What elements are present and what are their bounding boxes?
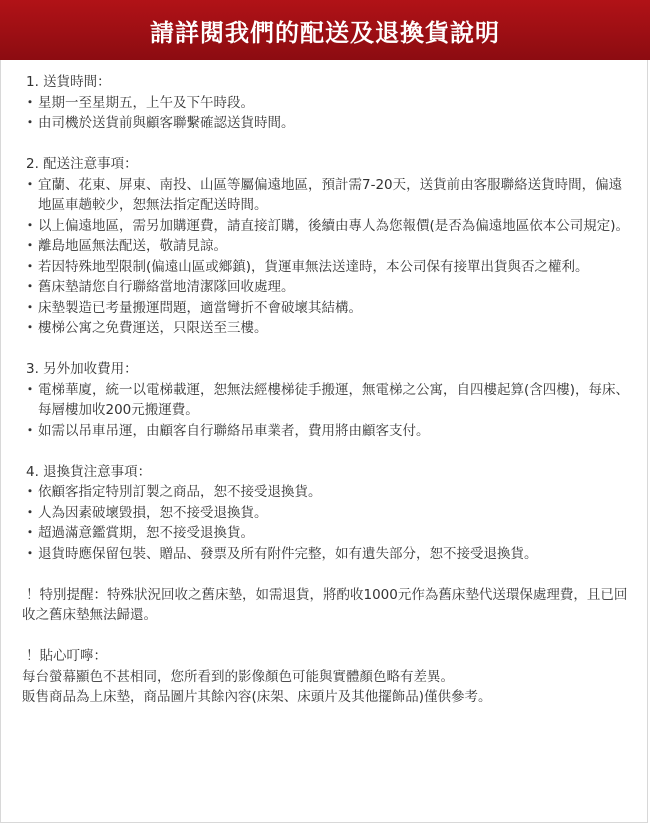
list-item	[22, 318, 630, 339]
section-returns	[22, 462, 630, 565]
bullet-icon: ・	[23, 484, 37, 500]
list-item	[22, 544, 630, 565]
header-banner	[0, 0, 650, 60]
bullet-icon: ・	[23, 504, 37, 521]
list-item	[22, 523, 630, 544]
list-item-text: 退貨時應保留包裝、贈品、發票及所有附件完整，如有遺失部分，恕不接受退換貨。	[38, 545, 538, 562]
list-item-text: 依顧客指定特別訂製之商品，恕不接受退換貨。	[38, 484, 322, 500]
list-item	[22, 236, 630, 257]
special-notice-title: ！特別提醒：	[26, 586, 107, 603]
section-delivery-notes	[22, 154, 630, 339]
bullet-icon: ・	[23, 258, 37, 275]
bullet-icon: ・	[23, 176, 37, 193]
bullet-icon: ・	[23, 545, 37, 562]
list-item	[22, 216, 630, 237]
list-item-text: 超過滿意鑑賞期，恕不接受退換貨。	[38, 525, 254, 541]
list-item-text: 舊床墊請您自行聯絡當地清潔隊回收處理。	[38, 279, 295, 295]
list-item	[22, 113, 630, 134]
bullet-icon: ・	[23, 238, 37, 254]
list-item	[22, 175, 630, 216]
list-item-text: 以上偏遠地區，需另加購運費，請直接訂購，後續由專人為您報價(是否為偏遠地區依本公司規定)。	[38, 217, 630, 234]
list-item	[22, 503, 630, 524]
policy-content	[22, 72, 630, 728]
bullet-icon: ・	[23, 217, 37, 234]
list-item	[22, 93, 630, 114]
bullet-icon: ・	[23, 320, 37, 336]
list-item-text: 離島地區無法配送，敬請見諒。	[38, 238, 227, 254]
tips-notice	[22, 646, 630, 708]
section-title: 4. 退換貨注意事項：	[26, 463, 152, 480]
bullet-icon: ・	[23, 94, 37, 111]
list-item-text: 如需以吊車吊運，由顧客自行聯絡吊車業者，費用將由顧客支付。	[38, 422, 430, 439]
list-item-text: 樓梯公寓之免費運送，只限送至三樓。	[38, 320, 268, 336]
section-title: 2. 配送注意事項：	[26, 156, 138, 172]
tips-line: 每台螢幕顯色不甚相同，您所看到的影像顏色可能與實體顏色略有差異。	[22, 668, 454, 685]
list-item	[22, 482, 630, 503]
special-notice-text: 特殊狀況回收之舊床墊，如需退貨，將酌收1000元作為舊床墊代送環保處理費，且已回收之舊床墊無法歸還。	[22, 586, 628, 623]
tips-line: 販售商品為上床墊，商品圖片其餘內容(床架、床頭片及其他擺飾品)僅供參考。	[22, 689, 492, 705]
tips-title: ！貼心叮嚀：	[26, 648, 107, 664]
list-item	[22, 380, 630, 421]
section-extra-fees	[22, 359, 630, 441]
bullet-icon: ・	[23, 381, 37, 398]
list-item	[22, 421, 630, 442]
list-item-text: 若因特殊地型限制(偏遠山區或鄉鎮)，貨運車無法送達時，本公司保有接單出貨與否之權利。	[38, 258, 589, 275]
list-item-text: 星期一至星期五，上午及下午時段。	[38, 94, 254, 111]
list-item	[22, 257, 630, 278]
section-title: 1. 送貨時間：	[26, 74, 111, 90]
bullet-icon: ・	[23, 422, 37, 439]
special-notice	[22, 585, 630, 626]
list-item	[22, 277, 630, 298]
section-delivery-time	[22, 72, 630, 134]
section-title: 3. 另外加收費用：	[26, 361, 138, 377]
bullet-icon: ・	[23, 525, 37, 541]
list-item-text: 由司機於送貨前與顧客聯繫確認送貨時間。	[38, 115, 295, 131]
bullet-icon: ・	[23, 299, 37, 316]
page-title: 請詳閱我們的配送及退換貨說明	[150, 17, 500, 47]
list-item-text: 床墊製造已考量搬運問題，適當彎折不會破壞其結構。	[38, 299, 362, 316]
list-item	[22, 298, 630, 319]
list-item-text: 人為因素破壞毀損，恕不接受退換貨。	[38, 504, 268, 521]
bullet-icon: ・	[23, 115, 37, 131]
list-item-text: 電梯華廈，統一以電梯載運，恕無法經樓梯徒手搬運，無電梯之公寓，自四樓起算(含四樓)，每床、每層樓加收200元搬運費。	[38, 381, 630, 418]
bullet-icon: ・	[23, 279, 37, 295]
list-item-text: 宜蘭、花東、屏東、南投、山區等屬偏遠地區，預計需7-20天，送貨前由客服聯絡送貨時間，偏遠地區車趟較少，恕無法指定配送時間。	[38, 176, 623, 213]
